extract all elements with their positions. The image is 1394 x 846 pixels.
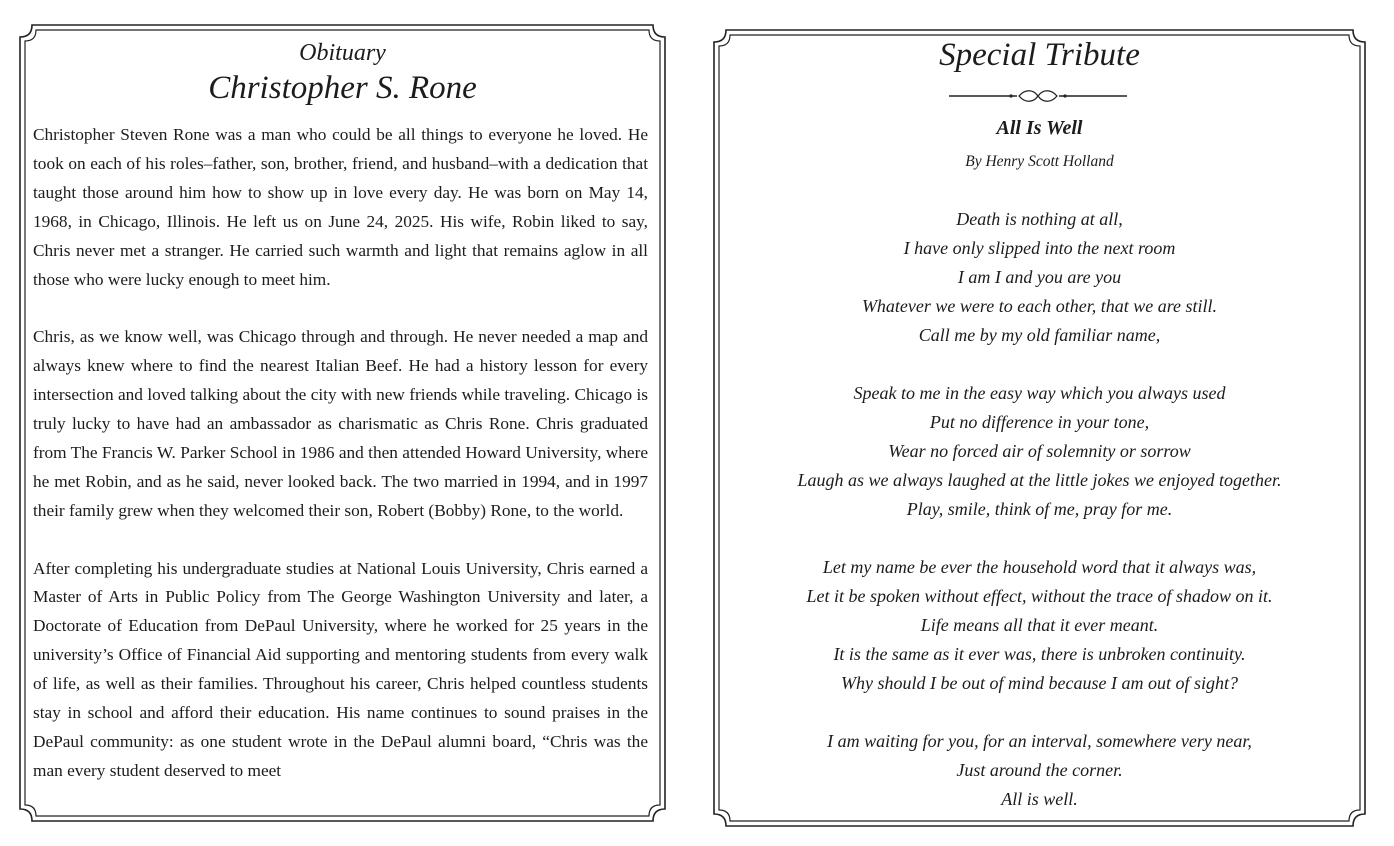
poem-stanza bbox=[713, 205, 1366, 350]
poem-line: Put no difference in your tone, bbox=[929, 412, 1150, 432]
poem-line: Whatever we were to each other, that we are still. bbox=[861, 296, 1218, 316]
poem-line: Play, smile, think of me, pray for me. bbox=[906, 499, 1173, 519]
poem-line: All is well. bbox=[1001, 789, 1078, 809]
poem-line: Call me by my old familiar name, bbox=[918, 325, 1161, 345]
obituary-paragraph: Chris, as we know well, was Chicago through and through. He never needed a map and always knew where to find the nearest Italian Beef. He had a history lesson for every intersection and loved talking about the city with new friends while traveling. Chicago is truly lucky to have had an ambassador as charismatic as Chris Rone. Chris graduated from The Francis W. Parker School in 1986 and then attended Howard University, where he met Robin, and as he said, never looked back. The two married in 1994, and in 1997 their family grew when they welcomed their son, Robert (Bobby) Rone, to the world. bbox=[33, 327, 648, 520]
poem-line: Speak to me in the easy way which you always used bbox=[853, 383, 1226, 403]
poem-line: Laugh as we always laughed at the little jokes we enjoyed together. bbox=[797, 470, 1282, 490]
poem-line: Wear no forced air of solemnity or sorrow bbox=[888, 441, 1191, 461]
obituary-text bbox=[33, 121, 648, 815]
poem-line: Let it be spoken without effect, without the trace of shadow on it. bbox=[806, 586, 1273, 606]
flourish-divider-icon bbox=[949, 89, 1127, 103]
poem-line: I am I and you are you bbox=[957, 267, 1122, 287]
poem-line: Death is nothing at all, bbox=[956, 209, 1123, 229]
obituary-paragraph: After completing his undergraduate studies at National Louis University, Chris earned a Master of Arts in Public Policy from The George Washington University and later, a Doctorate of Education from DePaul University, where he worked for 25 years in the university’s Office of Financial Aid supporting and mentoring students from every walk of life, as well as their families. Throughout his career, Chris helped countless students stay in school and afford their education. His name continues to sound praises in the DePaul community: as one student wrote in the DePaul alumni board, “Chris was the man every student deserved to meet bbox=[33, 558, 648, 780]
tribute-heading: Special Tribute bbox=[939, 37, 1140, 73]
obituary-panel bbox=[19, 24, 666, 822]
poem-line: Why should I be out of mind because I am out of sight? bbox=[841, 673, 1238, 693]
poem-stanza bbox=[713, 379, 1366, 524]
poem-author: By Henry Scott Holland bbox=[965, 153, 1114, 170]
tribute-panel bbox=[713, 29, 1366, 827]
poem-line: I am waiting for you, for an interval, somewhere very near, bbox=[827, 731, 1252, 751]
poem-line: Just around the corner. bbox=[956, 760, 1123, 780]
poem-line: Life means all that it ever meant. bbox=[920, 615, 1159, 635]
poem-line: I have only slipped into the next room bbox=[903, 238, 1176, 258]
obituary-heading: Obituary bbox=[299, 40, 386, 66]
poem-stanza bbox=[713, 727, 1366, 814]
poem-line: It is the same as it ever was, there is unbroken continuity. bbox=[833, 644, 1246, 664]
poem-stanza bbox=[713, 553, 1366, 698]
deceased-name: Christopher S. Rone bbox=[208, 70, 477, 106]
poem-title: All Is Well bbox=[996, 117, 1083, 139]
obituary-paragraph: Christopher Steven Rone was a man who could be all things to everyone he loved. He took on each of his roles–father, son, brother, friend, and husband–with a dedication that taught those around him how to show up in love every day. He was born on May 14, 1968, in Chicago, Illinois. He left us on June 24, 2025. His wife, Robin liked to say, Chris never met a stranger. He carried such warmth and light that remains aglow in all those who were lucky enough to meet him. bbox=[33, 125, 648, 289]
poem-body bbox=[713, 205, 1366, 843]
poem-line: Let my name be ever the household word that it always was, bbox=[822, 557, 1257, 577]
